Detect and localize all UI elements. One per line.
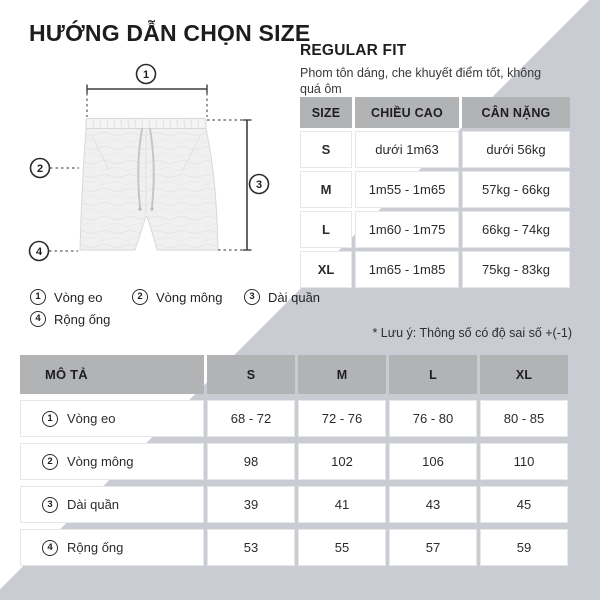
legend-number: 2 — [132, 289, 148, 305]
size-table-cell: dưới 1m63 — [355, 131, 459, 168]
measure-value-cell: 59 — [480, 529, 568, 566]
legend-number: 4 — [30, 311, 46, 327]
measure-value-cell: 72 - 76 — [298, 400, 386, 437]
size-table-cell: 1m65 - 1m85 — [355, 251, 459, 288]
legend-label: Dài quần — [268, 289, 321, 305]
size-chart-table — [300, 97, 570, 288]
measure-table-header: S — [207, 355, 295, 394]
measure-value-cell: 68 - 72 — [207, 400, 295, 437]
fit-block — [300, 42, 562, 97]
size-table-cell: dưới 56kg — [462, 131, 570, 168]
measure-value-cell: 106 — [389, 443, 477, 480]
marker-number-2: 2 — [36, 163, 44, 175]
measure-row-label — [20, 486, 204, 523]
measure-row-number: 1 — [42, 411, 58, 427]
measure-value-cell: 41 — [298, 486, 386, 523]
size-table-cell: 75kg - 83kg — [462, 251, 570, 288]
legend-label: Vòng mông — [156, 289, 223, 305]
measure-row-text: Rộng ống — [67, 540, 124, 555]
size-table-header: CÂN NẶNG — [462, 97, 570, 128]
marker-number-3: 3 — [255, 179, 263, 191]
measure-row-label — [20, 443, 204, 480]
measure-table-header: XL — [480, 355, 568, 394]
measure-row-number: 2 — [42, 454, 58, 470]
measure-row-label — [20, 400, 204, 437]
measure-row-number: 3 — [42, 497, 58, 513]
size-table-cell: M — [300, 171, 352, 208]
measure-row-label — [20, 529, 204, 566]
measure-value-cell: 55 — [298, 529, 386, 566]
marker-number-1: 1 — [142, 69, 150, 81]
size-table-cell: XL — [300, 251, 352, 288]
drawstring-tip-left — [138, 207, 141, 210]
legend-label: Rộng ống — [54, 311, 111, 327]
measure-value-cell: 76 - 80 — [389, 400, 477, 437]
measure-value-cell: 39 — [207, 486, 295, 523]
measure-value-cell: 53 — [207, 529, 295, 566]
fit-description: Phom tôn dáng, che khuyết điểm tốt, không quá ôm — [300, 66, 542, 96]
measure-value-cell: 80 - 85 — [480, 400, 568, 437]
measure-row-text: Dài quần — [67, 497, 120, 512]
measure-value-cell: 98 — [207, 443, 295, 480]
legend-label: Vòng eo — [54, 289, 103, 305]
hip-measure-annotation — [31, 159, 80, 178]
measure-value-cell: 45 — [480, 486, 568, 523]
legend-item — [30, 289, 102, 305]
size-table-cell: 66kg - 74kg — [462, 211, 570, 248]
legend-item — [30, 311, 110, 327]
measure-value-cell: 110 — [480, 443, 568, 480]
tolerance-note: * Lưu ý: Thông số có độ sai số +(-1) — [372, 326, 572, 340]
measure-table-header: MÔ TẢ — [20, 355, 204, 394]
drawstring-tip-right — [150, 207, 153, 210]
shorts-texture — [75, 126, 225, 252]
size-table-header: SIZE — [300, 97, 352, 128]
shorts-image — [75, 119, 225, 253]
size-table-cell: L — [300, 211, 352, 248]
page-title: HƯỚNG DẪN CHỌN SIZE — [29, 20, 311, 46]
size-table-cell: 1m55 - 1m65 — [355, 171, 459, 208]
measure-value-cell: 43 — [389, 486, 477, 523]
fit-name: REGULAR FIT — [300, 42, 407, 59]
waist-measure-annotation — [87, 65, 207, 118]
legend-number: 3 — [244, 289, 260, 305]
size-table-header: CHIỀU CAO — [355, 97, 459, 128]
size-table-cell: S — [300, 131, 352, 168]
measure-table-header: M — [298, 355, 386, 394]
measure-row-number: 4 — [42, 540, 58, 556]
measure-table-header: L — [389, 355, 477, 394]
legend-item — [132, 289, 223, 305]
measure-value-cell: 102 — [298, 443, 386, 480]
shorts-diagram — [20, 60, 290, 290]
waistband-gathers — [87, 120, 205, 128]
size-table-cell: 57kg - 66kg — [462, 171, 570, 208]
legend-number: 1 — [30, 289, 46, 305]
measurement-table — [20, 355, 568, 566]
hem-measure-annotation — [30, 242, 79, 261]
marker-number-4: 4 — [35, 246, 43, 258]
measure-row-text: Vòng eo — [67, 411, 116, 426]
size-table-cell: 1m60 - 1m75 — [355, 211, 459, 248]
measure-row-text: Vòng mông — [67, 454, 134, 469]
legend-item — [244, 289, 320, 305]
measure-value-cell: 57 — [389, 529, 477, 566]
